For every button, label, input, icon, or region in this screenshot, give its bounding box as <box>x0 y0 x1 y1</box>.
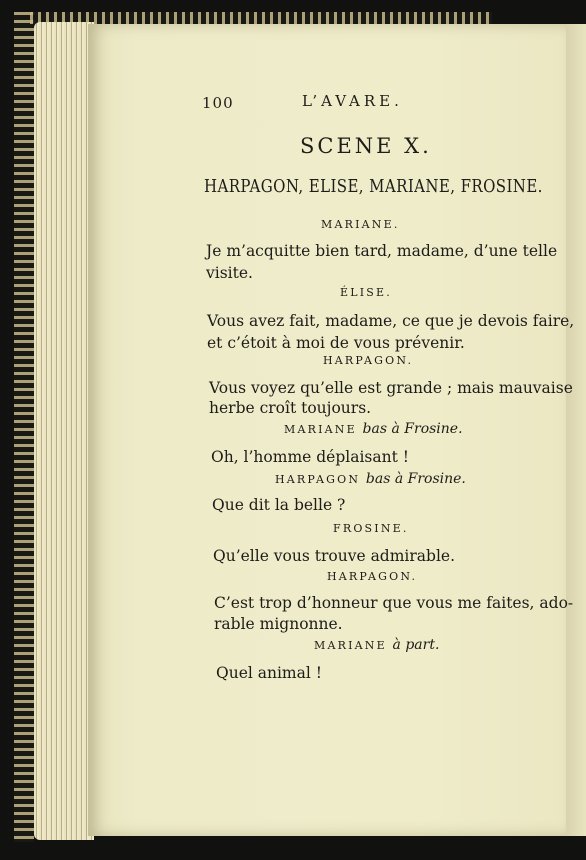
speaker-name: HARPAGON. <box>327 570 418 583</box>
speech-line: Vous voyez qu’elle est grande ; mais mauvaise <box>209 379 573 397</box>
running-title: L’AVARE. <box>302 92 403 110</box>
speaker-name: MARIANE. <box>321 218 400 231</box>
speaker-label <box>333 522 409 535</box>
book-binding <box>14 12 34 842</box>
speech-line: visite. <box>206 264 253 282</box>
speaker-label <box>275 471 466 487</box>
stage-direction: bas à Frosine. <box>365 471 466 487</box>
speaker-label <box>323 354 413 367</box>
stage-direction: bas à Frosine. <box>362 421 463 437</box>
scene-title: SCENE X. <box>300 134 432 158</box>
speaker-label <box>340 286 392 299</box>
speech-line: herbe croît toujours. <box>209 399 372 417</box>
speaker-name: ÉLISE. <box>340 286 392 299</box>
speaker-name: MARIANE <box>314 639 387 652</box>
page-edges <box>34 22 94 840</box>
speech-line: Que dit la belle ? <box>212 496 346 514</box>
speech-line: et c’étoit à moi de vous prévenir. <box>207 334 465 352</box>
speech-line: Quel animal ! <box>216 664 322 682</box>
speaker-name: HARPAGON <box>275 473 361 486</box>
speech-line: Qu’elle vous trouve admirable. <box>213 547 456 565</box>
speaker-label <box>314 637 439 653</box>
speaker-label <box>321 218 400 231</box>
speaker-label <box>327 570 417 583</box>
facing-page-edge <box>566 24 586 836</box>
book-binding-top <box>30 12 492 24</box>
speaker-name: HARPAGON. <box>323 354 414 367</box>
speech-line: Vous avez fait, madame, ce que je devois faire, <box>207 312 575 330</box>
speech-line: Oh, l’homme déplaisant ! <box>211 448 409 466</box>
speech-line: C’est trop d’honneur que vous me faites, ado- <box>214 594 574 612</box>
cast-list: HARPAGON, ELISE, MARIANE, FROSINE. <box>204 176 543 197</box>
page-number: 100 <box>202 94 234 112</box>
speech-line: Je m’acquitte bien tard, madame, d’une telle <box>206 242 558 260</box>
stage-direction: à part. <box>392 637 440 653</box>
speaker-label <box>284 421 463 437</box>
speech-line: rable mignonne. <box>214 615 343 633</box>
speaker-name: FROSINE. <box>333 522 409 535</box>
speaker-name: MARIANE <box>284 423 357 436</box>
